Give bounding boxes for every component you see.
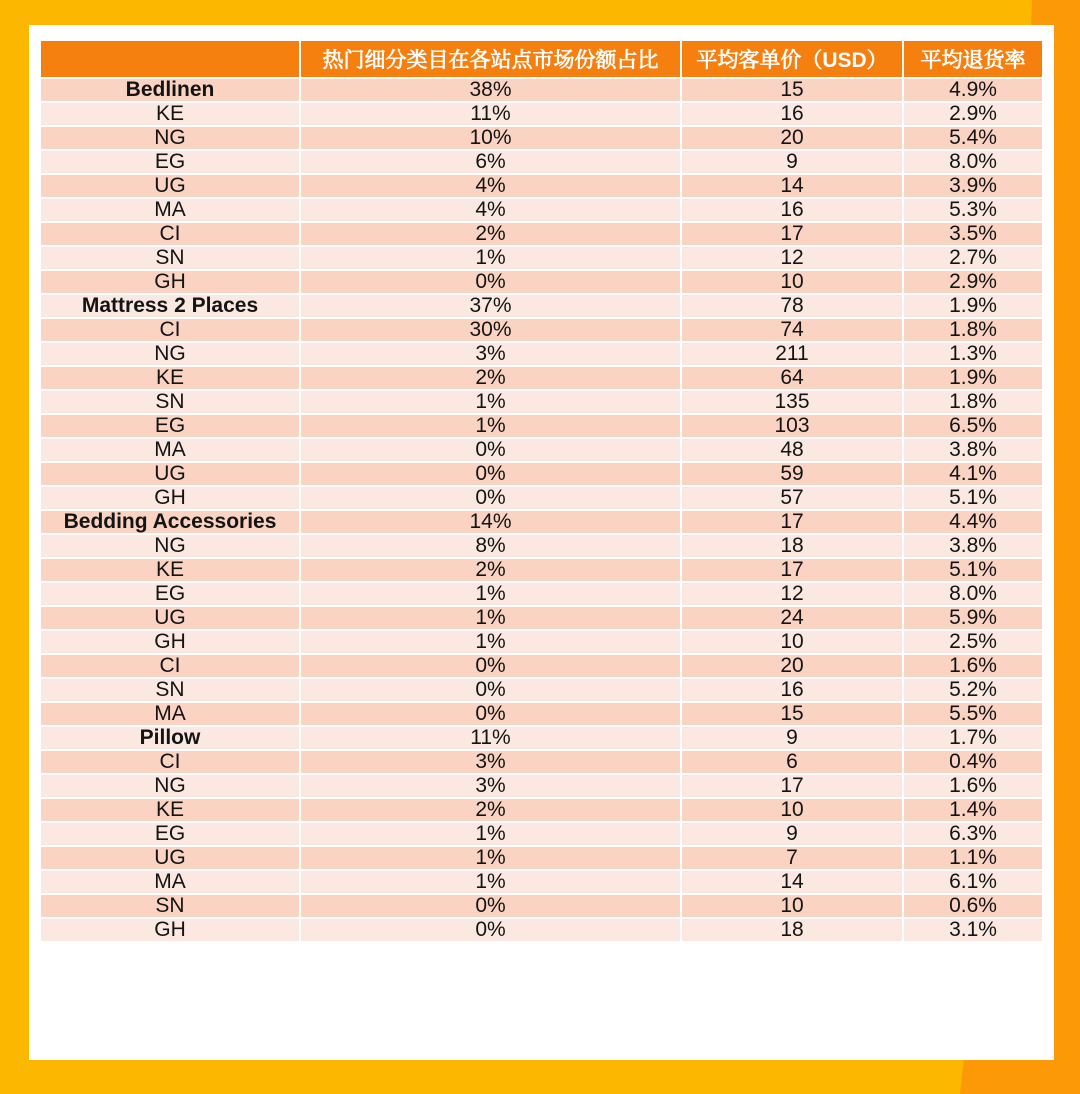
avg-price-cell: 20 bbox=[681, 126, 903, 150]
table-row bbox=[40, 486, 1043, 510]
return-rate-cell: 1.6% bbox=[903, 774, 1043, 798]
site-cell: MA bbox=[40, 702, 300, 726]
table-row bbox=[40, 150, 1043, 174]
market-share-cell: 1% bbox=[300, 606, 681, 630]
market-share-cell: 11% bbox=[300, 102, 681, 126]
site-cell: KE bbox=[40, 798, 300, 822]
avg-price-cell: 74 bbox=[681, 318, 903, 342]
return-rate-cell: 1.8% bbox=[903, 318, 1043, 342]
site-cell: UG bbox=[40, 846, 300, 870]
return-rate-cell: 5.1% bbox=[903, 558, 1043, 582]
return-rate-cell: 5.5% bbox=[903, 702, 1043, 726]
return-rate-cell: 1.8% bbox=[903, 390, 1043, 414]
table-row bbox=[40, 102, 1043, 126]
return-rate-cell: 4.4% bbox=[903, 510, 1043, 534]
avg-price-cell: 10 bbox=[681, 630, 903, 654]
table-row bbox=[40, 366, 1043, 390]
market-share-cell: 11% bbox=[300, 726, 681, 750]
return-rate-cell: 5.3% bbox=[903, 198, 1043, 222]
category-row bbox=[40, 510, 1043, 534]
avg-price-cell: 211 bbox=[681, 342, 903, 366]
avg-price-cell: 12 bbox=[681, 582, 903, 606]
table-row bbox=[40, 870, 1043, 894]
return-rate-cell: 4.9% bbox=[903, 78, 1043, 102]
table-row bbox=[40, 606, 1043, 630]
return-rate-cell: 6.3% bbox=[903, 822, 1043, 846]
return-rate-cell: 5.1% bbox=[903, 486, 1043, 510]
table-row bbox=[40, 198, 1043, 222]
site-cell: SN bbox=[40, 246, 300, 270]
site-cell: SN bbox=[40, 390, 300, 414]
market-share-cell: 1% bbox=[300, 582, 681, 606]
market-share-cell: 0% bbox=[300, 702, 681, 726]
return-rate-cell: 6.1% bbox=[903, 870, 1043, 894]
table-row bbox=[40, 558, 1043, 582]
site-cell: GH bbox=[40, 270, 300, 294]
return-rate-cell: 1.4% bbox=[903, 798, 1043, 822]
avg-price-cell: 20 bbox=[681, 654, 903, 678]
market-share-cell: 0% bbox=[300, 678, 681, 702]
table-row bbox=[40, 270, 1043, 294]
avg-price-cell: 57 bbox=[681, 486, 903, 510]
table-row bbox=[40, 918, 1043, 942]
header-category bbox=[40, 40, 300, 78]
site-cell: CI bbox=[40, 318, 300, 342]
table-row bbox=[40, 318, 1043, 342]
return-rate-cell: 1.9% bbox=[903, 366, 1043, 390]
return-rate-cell: 2.7% bbox=[903, 246, 1043, 270]
table-header-row bbox=[40, 40, 1043, 78]
return-rate-cell: 1.6% bbox=[903, 654, 1043, 678]
market-share-cell: 0% bbox=[300, 438, 681, 462]
return-rate-cell: 0.4% bbox=[903, 750, 1043, 774]
market-share-cell: 10% bbox=[300, 126, 681, 150]
return-rate-cell: 3.9% bbox=[903, 174, 1043, 198]
market-share-cell: 1% bbox=[300, 246, 681, 270]
avg-price-cell: 9 bbox=[681, 150, 903, 174]
header-avg-price: 平均客单价（USD） bbox=[681, 40, 903, 78]
market-share-cell: 0% bbox=[300, 462, 681, 486]
avg-price-cell: 18 bbox=[681, 918, 903, 942]
return-rate-cell: 1.3% bbox=[903, 342, 1043, 366]
site-cell: SN bbox=[40, 894, 300, 918]
avg-price-cell: 16 bbox=[681, 678, 903, 702]
avg-price-cell: 10 bbox=[681, 894, 903, 918]
site-cell: CI bbox=[40, 654, 300, 678]
table-card bbox=[29, 25, 1054, 1060]
category-name-cell: Pillow bbox=[40, 726, 300, 750]
avg-price-cell: 14 bbox=[681, 870, 903, 894]
market-share-cell: 1% bbox=[300, 390, 681, 414]
site-cell: GH bbox=[40, 918, 300, 942]
market-share-cell: 30% bbox=[300, 318, 681, 342]
site-cell: EG bbox=[40, 414, 300, 438]
avg-price-cell: 17 bbox=[681, 222, 903, 246]
market-share-cell: 0% bbox=[300, 654, 681, 678]
site-cell: GH bbox=[40, 630, 300, 654]
header-return-rate: 平均退货率 bbox=[903, 40, 1043, 78]
avg-price-cell: 17 bbox=[681, 774, 903, 798]
avg-price-cell: 15 bbox=[681, 78, 903, 102]
avg-price-cell: 10 bbox=[681, 798, 903, 822]
return-rate-cell: 5.9% bbox=[903, 606, 1043, 630]
site-cell: EG bbox=[40, 150, 300, 174]
table-row bbox=[40, 342, 1043, 366]
table-row bbox=[40, 678, 1043, 702]
avg-price-cell: 14 bbox=[681, 174, 903, 198]
table-row bbox=[40, 702, 1043, 726]
avg-price-cell: 103 bbox=[681, 414, 903, 438]
site-cell: GH bbox=[40, 486, 300, 510]
category-name-cell: Bedding Accessories bbox=[40, 510, 300, 534]
category-row bbox=[40, 726, 1043, 750]
return-rate-cell: 3.8% bbox=[903, 438, 1043, 462]
table-row bbox=[40, 414, 1043, 438]
market-share-cell: 37% bbox=[300, 294, 681, 318]
site-cell: MA bbox=[40, 198, 300, 222]
return-rate-cell: 5.4% bbox=[903, 126, 1043, 150]
avg-price-cell: 78 bbox=[681, 294, 903, 318]
market-share-cell: 14% bbox=[300, 510, 681, 534]
site-cell: NG bbox=[40, 342, 300, 366]
return-rate-cell: 8.0% bbox=[903, 582, 1043, 606]
category-name-cell: Bedlinen bbox=[40, 78, 300, 102]
avg-price-cell: 12 bbox=[681, 246, 903, 270]
market-share-cell: 3% bbox=[300, 774, 681, 798]
site-cell: UG bbox=[40, 462, 300, 486]
return-rate-cell: 2.9% bbox=[903, 102, 1043, 126]
table-row bbox=[40, 654, 1043, 678]
market-share-cell: 0% bbox=[300, 270, 681, 294]
avg-price-cell: 64 bbox=[681, 366, 903, 390]
market-share-cell: 2% bbox=[300, 222, 681, 246]
avg-price-cell: 17 bbox=[681, 558, 903, 582]
market-share-cell: 2% bbox=[300, 798, 681, 822]
table-row bbox=[40, 462, 1043, 486]
market-share-cell: 8% bbox=[300, 534, 681, 558]
return-rate-cell: 1.1% bbox=[903, 846, 1043, 870]
return-rate-cell: 3.8% bbox=[903, 534, 1043, 558]
return-rate-cell: 3.1% bbox=[903, 918, 1043, 942]
return-rate-cell: 3.5% bbox=[903, 222, 1043, 246]
return-rate-cell: 8.0% bbox=[903, 150, 1043, 174]
market-share-cell: 0% bbox=[300, 918, 681, 942]
avg-price-cell: 9 bbox=[681, 726, 903, 750]
table-row bbox=[40, 798, 1043, 822]
return-rate-cell: 5.2% bbox=[903, 678, 1043, 702]
market-share-cell: 1% bbox=[300, 846, 681, 870]
table-row bbox=[40, 582, 1043, 606]
site-cell: UG bbox=[40, 174, 300, 198]
site-cell: NG bbox=[40, 774, 300, 798]
market-share-cell: 3% bbox=[300, 750, 681, 774]
site-cell: MA bbox=[40, 438, 300, 462]
market-share-cell: 4% bbox=[300, 174, 681, 198]
category-row bbox=[40, 78, 1043, 102]
return-rate-cell: 2.9% bbox=[903, 270, 1043, 294]
avg-price-cell: 48 bbox=[681, 438, 903, 462]
table-row bbox=[40, 222, 1043, 246]
table-body bbox=[40, 78, 1043, 942]
site-cell: UG bbox=[40, 606, 300, 630]
return-rate-cell: 2.5% bbox=[903, 630, 1043, 654]
avg-price-cell: 7 bbox=[681, 846, 903, 870]
avg-price-cell: 15 bbox=[681, 702, 903, 726]
avg-price-cell: 17 bbox=[681, 510, 903, 534]
site-cell: CI bbox=[40, 222, 300, 246]
return-rate-cell: 1.7% bbox=[903, 726, 1043, 750]
avg-price-cell: 10 bbox=[681, 270, 903, 294]
market-share-cell: 6% bbox=[300, 150, 681, 174]
return-rate-cell: 4.1% bbox=[903, 462, 1043, 486]
site-cell: KE bbox=[40, 102, 300, 126]
market-share-cell: 1% bbox=[300, 822, 681, 846]
site-cell: NG bbox=[40, 534, 300, 558]
market-share-cell: 1% bbox=[300, 414, 681, 438]
avg-price-cell: 9 bbox=[681, 822, 903, 846]
table-row bbox=[40, 630, 1043, 654]
category-name-cell: Mattress 2 Places bbox=[40, 294, 300, 318]
site-cell: KE bbox=[40, 366, 300, 390]
return-rate-cell: 1.9% bbox=[903, 294, 1043, 318]
avg-price-cell: 18 bbox=[681, 534, 903, 558]
return-rate-cell: 6.5% bbox=[903, 414, 1043, 438]
table-row bbox=[40, 174, 1043, 198]
market-share-cell: 38% bbox=[300, 78, 681, 102]
table-row bbox=[40, 390, 1043, 414]
table-row bbox=[40, 438, 1043, 462]
avg-price-cell: 6 bbox=[681, 750, 903, 774]
header-market-share: 热门细分类目在各站点市场份额占比 bbox=[300, 40, 681, 78]
market-share-cell: 1% bbox=[300, 870, 681, 894]
table-row bbox=[40, 534, 1043, 558]
site-cell: NG bbox=[40, 126, 300, 150]
market-share-cell: 1% bbox=[300, 630, 681, 654]
market-share-cell: 2% bbox=[300, 558, 681, 582]
table-row bbox=[40, 246, 1043, 270]
site-cell: EG bbox=[40, 582, 300, 606]
avg-price-cell: 16 bbox=[681, 198, 903, 222]
avg-price-cell: 135 bbox=[681, 390, 903, 414]
table-row bbox=[40, 750, 1043, 774]
avg-price-cell: 16 bbox=[681, 102, 903, 126]
site-cell: MA bbox=[40, 870, 300, 894]
category-row bbox=[40, 294, 1043, 318]
market-share-cell: 4% bbox=[300, 198, 681, 222]
table-row bbox=[40, 846, 1043, 870]
avg-price-cell: 59 bbox=[681, 462, 903, 486]
site-cell: SN bbox=[40, 678, 300, 702]
table-row bbox=[40, 822, 1043, 846]
market-share-cell: 0% bbox=[300, 486, 681, 510]
site-cell: EG bbox=[40, 822, 300, 846]
table-row bbox=[40, 894, 1043, 918]
market-share-cell: 2% bbox=[300, 366, 681, 390]
market-share-cell: 3% bbox=[300, 342, 681, 366]
table-row bbox=[40, 774, 1043, 798]
table-row bbox=[40, 126, 1043, 150]
return-rate-cell: 0.6% bbox=[903, 894, 1043, 918]
site-cell: CI bbox=[40, 750, 300, 774]
avg-price-cell: 24 bbox=[681, 606, 903, 630]
market-share-cell: 0% bbox=[300, 894, 681, 918]
site-cell: KE bbox=[40, 558, 300, 582]
category-share-table bbox=[39, 39, 1044, 943]
